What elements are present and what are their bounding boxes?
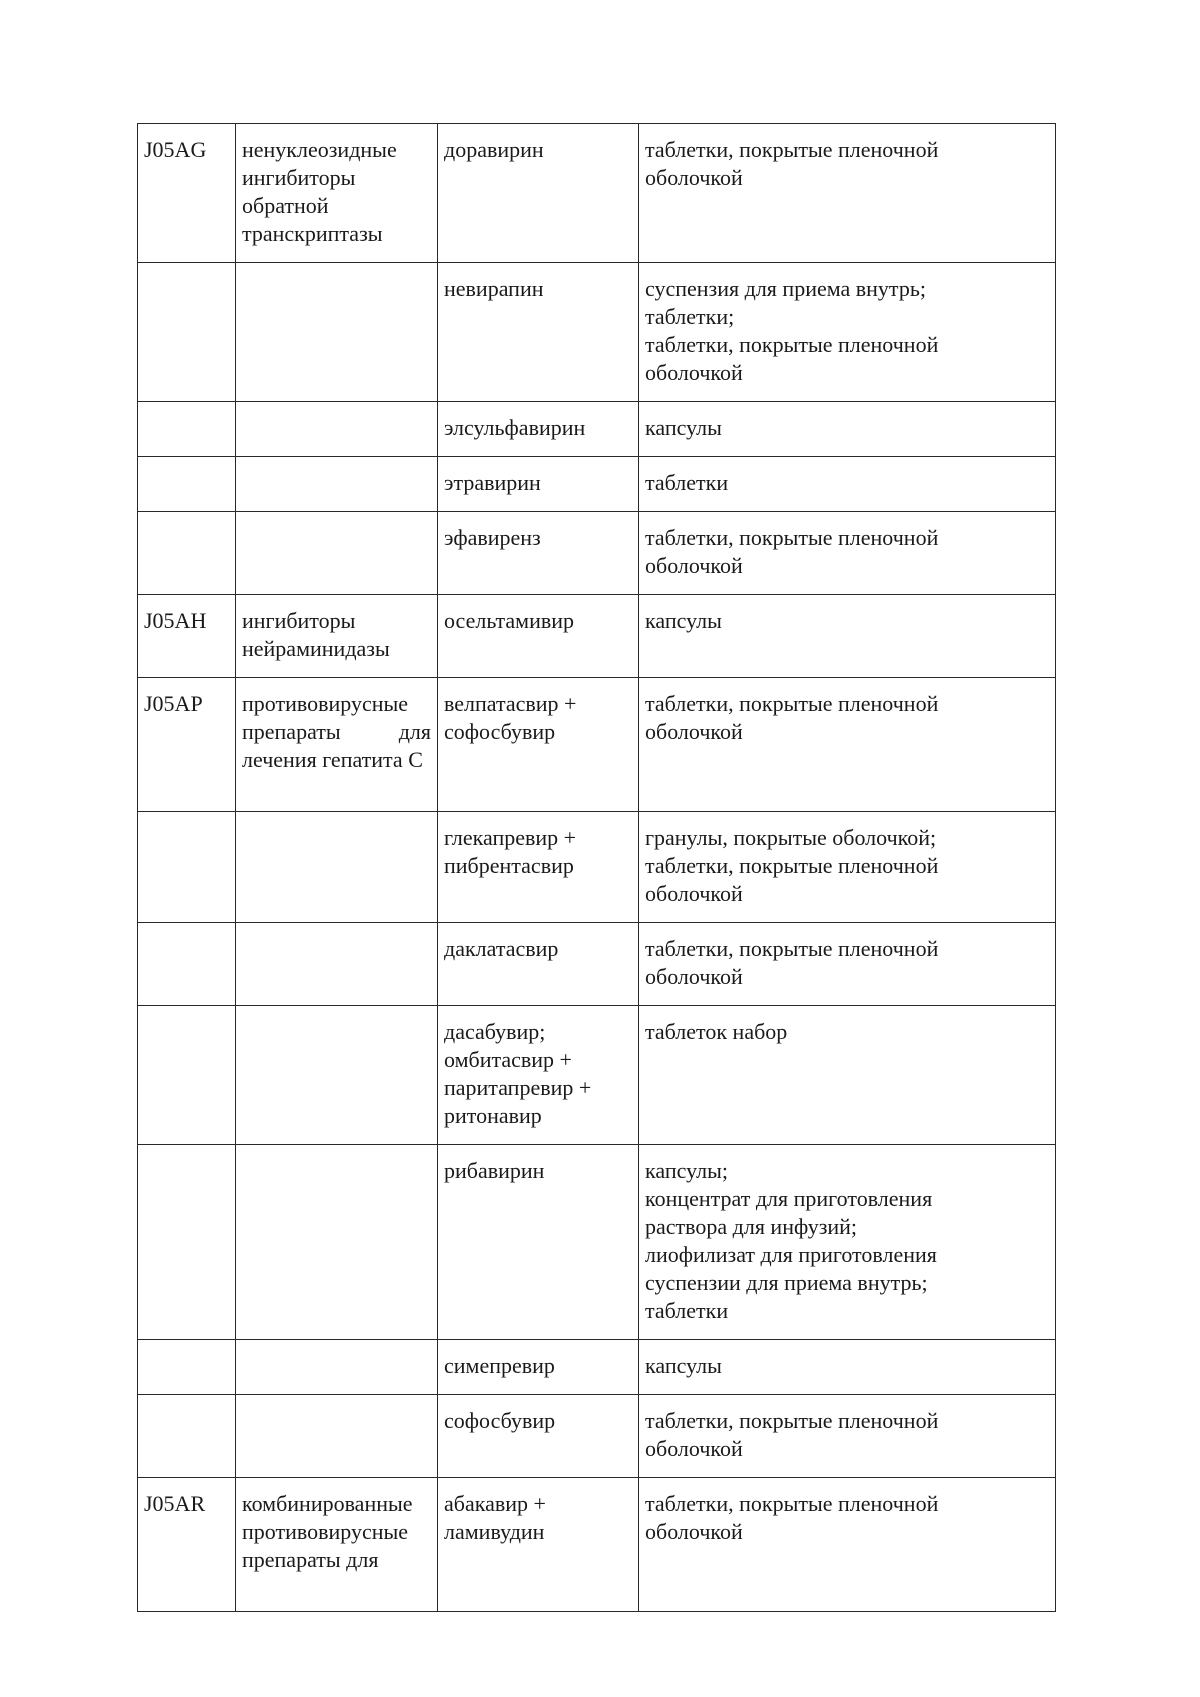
atc-code-cell: J05AG [138,124,236,263]
atc-code-cell: J05AR [138,1478,236,1612]
dosage-form-cell: капсулы; концентрат для приготовления раствора для инфузий; лиофилизат для приготовления суспензии для приема внутрь; таблетки [639,1145,1056,1340]
atc-code-cell [138,263,236,402]
pharmacological-group-cell [236,457,438,512]
dosage-form-cell: таблетки, покрытые пленочной оболочкой [639,923,1056,1006]
atc-code-cell: J05AP [138,678,236,812]
dosage-form-cell: гранулы, покрытые оболочкой; таблетки, покрытые пленочной оболочкой [639,812,1056,923]
drug-name-cell: велпатасвир + софосбувир [438,678,639,812]
dosage-form-cell: таблетки, покрытые пленочной оболочкой [639,512,1056,595]
drug-name-cell: дасабувир; омбитасвир + паритапревир + ритонавир [438,1006,639,1145]
pharmacological-group-cell [236,263,438,402]
pharmacological-group-cell [236,1340,438,1395]
pharmacological-group-cell: противовирусные препараты для лечения гепатита C [236,678,438,812]
dosage-form-cell: таблетки, покрытые пленочной оболочкой [639,124,1056,263]
dosage-form-cell: суспензия для приема внутрь; таблетки; таблетки, покрытые пленочной оболочкой [639,263,1056,402]
table-row [138,457,1056,512]
pharmacological-group-cell [236,923,438,1006]
atc-code-cell [138,1340,236,1395]
dosage-form-cell: таблетки, покрытые пленочной оболочкой [639,1395,1056,1478]
atc-code-cell [138,1145,236,1340]
drug-name-cell: глекапревир + пибрентасвир [438,812,639,923]
atc-code-cell: J05AH [138,595,236,678]
table-row [138,402,1056,457]
atc-code-cell [138,512,236,595]
table-row [138,923,1056,1006]
pharmacological-group-cell [236,1145,438,1340]
drug-name-cell: этравирин [438,457,639,512]
table-row [138,263,1056,402]
atc-code-cell [138,1395,236,1478]
table-row [138,1006,1056,1145]
pharmacological-group-cell [236,402,438,457]
dosage-form-cell: таблетки, покрытые пленочной оболочкой [639,678,1056,812]
table-body [138,124,1056,1612]
drug-name-cell: элсульфавирин [438,402,639,457]
table-row [138,678,1056,812]
pharmacological-group-cell [236,512,438,595]
pharmacological-group-cell: комбинированные противовирусные препараты для [236,1478,438,1612]
atc-code-cell [138,457,236,512]
table-row [138,812,1056,923]
dosage-form-cell: капсулы [639,595,1056,678]
dosage-form-cell: капсулы [639,402,1056,457]
table-row [138,1145,1056,1340]
dosage-form-cell: таблеток набор [639,1006,1056,1145]
pharmacological-group-cell [236,1006,438,1145]
dosage-form-cell: капсулы [639,1340,1056,1395]
atc-code-cell [138,812,236,923]
table-row [138,1340,1056,1395]
drug-name-cell: эфавиренз [438,512,639,595]
table-row [138,124,1056,263]
drug-name-cell: софосбувир [438,1395,639,1478]
pharmacological-group-cell [236,1395,438,1478]
pharmacological-group-cell [236,812,438,923]
drug-name-cell: осельтамивир [438,595,639,678]
pharmacological-group-cell: ингибиторы нейраминидазы [236,595,438,678]
drug-name-cell: симепревир [438,1340,639,1395]
table-row [138,1395,1056,1478]
drug-name-cell: доравирин [438,124,639,263]
drug-name-cell: невирапин [438,263,639,402]
drug-name-cell: даклатасвир [438,923,639,1006]
dosage-form-cell: таблетки [639,457,1056,512]
atc-code-cell [138,923,236,1006]
table-row [138,595,1056,678]
atc-code-cell [138,402,236,457]
drug-name-cell: рибавирин [438,1145,639,1340]
table-row [138,1478,1056,1612]
pharmacological-group-cell: ненуклеозидные ингибиторы обратной транскриптазы [236,124,438,263]
drug-classification-table [137,123,1056,1612]
table-row [138,512,1056,595]
dosage-form-cell: таблетки, покрытые пленочной оболочкой [639,1478,1056,1612]
atc-code-cell [138,1006,236,1145]
drug-name-cell: абакавир + ламивудин [438,1478,639,1612]
